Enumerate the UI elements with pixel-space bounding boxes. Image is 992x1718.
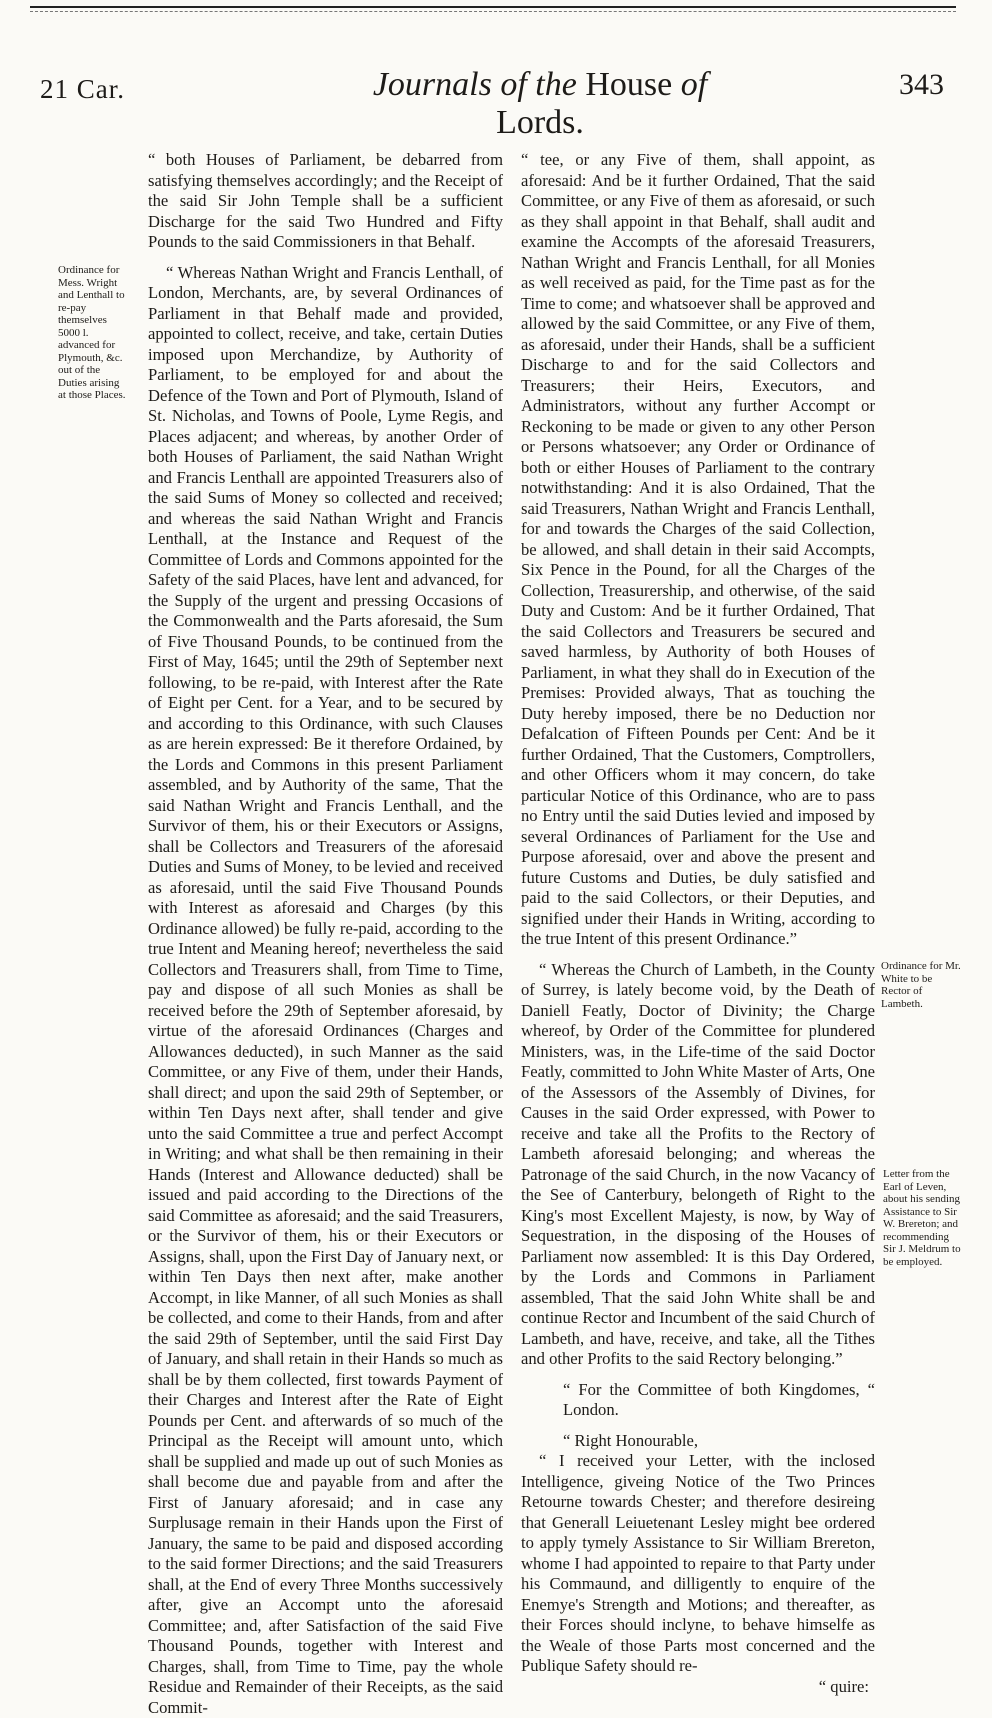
right-column bbox=[503, 150, 875, 1697]
title-word-the: the bbox=[535, 66, 577, 103]
title-word-journals: Journals bbox=[373, 66, 492, 103]
title-word-of: of bbox=[500, 66, 526, 103]
top-rule bbox=[30, 6, 956, 8]
title-word-of-2: of bbox=[681, 66, 707, 103]
right-paragraph-1: “ tee, or any Five of them, shall appoint, as aforesaid: And be it further Ordained, That the said Committee, or any Five of them as aforesaid, or such as they shall appoint in that Behalf, shall audit and examine the Accompts of the aforesaid Treasurers, Nathan Wright and Francis Lenthall, for all Monies as well received as paid, for the Time past as for the Time to come; and whatsoever shall be approved and allowed by the said Committee, or any Five of them, as aforesaid, under their Hands, shall be a sufficient Discharge to and for the said Collectors and Treasurers; their Heirs, Executors, and Administrators, without any further Accompt or Reckoning to be made or given to any other Person or Persons whatsoever; any Order or Ordinance of both or either Houses of Parliament to the contrary notwithstanding: And it is also Ordained, That the said Treasurers, Nathan Wright and Francis Lenthall, for and towards the Charges of the said Collection, be allowed, and shall detain in their said Accompts, Six Pence in the Pound, for all the Charges of the Collection, Treasurership, and otherwise, of the said Duty and Custom: And be it further Ordained, That the said Collectors and Treasurers be secured and saved harmless, by Authority of both Houses of Parliament, in what they shall do in Execution of the Premises: Provided always, That as touching the Duty hereby imposed, there be no Deduction nor Defalcation of Fifteen Pounds per Cent: And be it further Ordained, That the Customers, Comptrollers, and other Officers whom it may concern, do take particular Notice of this Ordinance, who are to pass no Entry until the said Duties levied and imposed by several Ordinances of Parliament for the Use and Purpose aforesaid, over and above the present and future Customs and Duties, be duly satisfied and paid to the said Collectors, or their Deputies, and signified under their Hands in Writing, according to the true Intent of this present Ordinance.” bbox=[503, 150, 875, 950]
margin-note-letter-earl-of-leven: Letter from the Earl of Leven, about his sending Assistance to Sir W. Brereton; and recommending Sir J. Meldrum to be employed. bbox=[883, 1168, 961, 1268]
running-head-title bbox=[330, 66, 750, 142]
right-paragraph-lambeth: “ Whereas the Church of Lambeth, in the County of Surrey, is lately become void, by the Death of Daniell Featly, Doctor of Divinity; the Charge whereof, by Order of the Committee for plundered Ministers, was, in the Life-time of the said Doctor Featly, committed to John White Master of Arts, One of the Assessors of the Assembly of Divines, for Causes in the said Order expressed, with Power to receive and take all the Profits to the Rectory of Lambeth aforesaid belonging; and whereas the Patronage of the said Church, in the now Vacancy of the See of Canterbury, belongeth of Right to the King's most Excellent Majesty, is now, by Way of Sequestration, in the disposing of the Houses of Parliament now assembled: It is this Day Ordered, by the Lords and Commons in Parliament assembled, That the said John White shall be and continue Rector and Incumbent of the said Church of Lambeth, and have, receive, and take, all the Tithes and other Profits to the said Rectory belonging.” bbox=[503, 960, 875, 1370]
left-column bbox=[130, 150, 503, 1718]
running-head-regnal-year: 21 Car. bbox=[40, 74, 125, 105]
page-number: 343 bbox=[899, 68, 944, 102]
margin-note-ordinance-white-lambeth: Ordinance for Mr. White to be Rector of Lambeth. bbox=[881, 960, 961, 1010]
left-paragraph-ordinance: “ Whereas Nathan Wright and Francis Lenthall, of London, Merchants, are, by several Ordinances of Parliament in that Behalf made and provided, appointed to collect, receive, and take, certain Duties imposed upon Merchandize, by Authority of Parliament, to be employed for and about the Defence of the Town and Port of Plymouth, Island of St. Nicholas, and Towns of Poole, Lyme Regis, and Places adjacent; and whereas, by another Order of both Houses of Parliament, the said Nathan Wright and Francis Lenthall are appointed Treasurers also of the said Sums of Money so collected and received; and whereas the said Nathan Wright and Francis Lenthall, at the Instance and Request of the Committee of Lords and Commons appointed for the Safety of the said Places, have lent and advanced, for the Supply of the urgent and pressing Occasions of the Commonwealth and the Parts aforesaid, the Sum of Five Thousand Pounds, to be continued from the First of May, 1645; until the 29th of September next following, to be re-paid, with Interest after the Rate of Eight per Cent. for a Year, and to be secured by and according to this Ordinance, with such Clauses as are herein expressed: Be it therefore Ordained, by the Lords and Commons in this present Parliament assembled, and by Authority of the same, That the said Nathan Wright and Francis Lenthall, and the Survivor of them, his or their Executors or Assigns, shall be Collectors and Treasurers of the aforesaid Duties and Sums of Money, to be levied and received as aforesaid, until the said Five Thousand Pounds with Interest as aforesaid and Charges (by this Ordinance allowed) be fully re-paid, according to the true Intent and Meaning hereof; nevertheless the said Collectors and Treasurers shall, from Time to Time, pay and dispose of all such Monies as shall be received before the 29th of September aforesaid, by virtue of the aforesaid Ordinances (Charges and Allowances deducted), in such Manner as the said Committee, or any Five of them, under their Hands, shall direct; and upon the said 29th of September, or within Ten Days next after, shall tender and give unto the said Committee a true and perfect Accompt in Writing; and what shall be then remaining in their Hands (Interest and Allowance deducted) shall be issued and paid according to the Directions of the said Committee as aforesaid; and the said Treasurers, or the Survivor of them, his or their Executors or Assigns, shall, upon the First Day of January next, or within Ten Days then next after, make another Accompt, in like Manner, of all such Monies as shall be collected, and come to their Hands, from and after the said 29th of September, until the said First Day of January, and shall retain in their Hands so much as shall be by them collected, first towards Payment of their Charges and Interest after the Rate of Eight Pounds per Cent. and afterwards of so much of the Principal as the Receipt will amount unto, which shall be supplied and made up out of such Monies as shall become due and payable from and after the First of January aforesaid; and in case any Surplusage remain in their Hands upon the First of January, the same to be paid and disposed according to the said former Directions; and the said Treasurers shall, at the End of every Three Months successively after, give an Accompt unto the aforesaid Committee; and, after Satisfaction of the said Five Thousand Pounds, together with Interest and Charges, shall, from Time to Time, pay the whole Residue and Remainder of their Receipts, as the said Commit- bbox=[130, 263, 503, 1718]
margin-note-ordinance-wright-lenthall: Ordinance for Mess. Wright and Lenthall to re-pay themselves 5000 l. advanced for Plymouth, &c. out of the Duties arising at those Places. bbox=[58, 264, 130, 402]
letter-body: “ I received your Letter, with the inclosed Intelligence, giveing Notice of the Two Princes Retourne towards Chester; and therefore desireing that Generall Leiuetenant Lesley might bee ordered to apply tymely Assistance to Sir William Brereton, whome I had appointed to repaire to that Party under his Commaund, and dilligently to enquire of the Enemye's Strength and Motions; and thereafter, as their Forces should inclyne, to behave himselfe as the Weale of those Parts most concerned and the Publique Safety should re- bbox=[503, 1451, 875, 1677]
letter-address: “ For the Committee of both Kingdomes, “ London. bbox=[503, 1380, 875, 1421]
title-word-lords: Lords. bbox=[496, 104, 584, 141]
top-dashed-rule bbox=[30, 11, 956, 12]
catchword: “ quire: bbox=[503, 1677, 875, 1698]
title-word-house: House bbox=[585, 66, 672, 103]
letter-salutation: “ Right Honourable, bbox=[503, 1431, 875, 1452]
left-paragraph-1: “ both Houses of Parliament, be debarred from satisfying themselves accordingly; and the Receipt of the said Sir John Temple shall be a sufficient Discharge for the said Two Hundred and Fifty Pounds to the said Commissioners in that Behalf. bbox=[130, 150, 503, 253]
